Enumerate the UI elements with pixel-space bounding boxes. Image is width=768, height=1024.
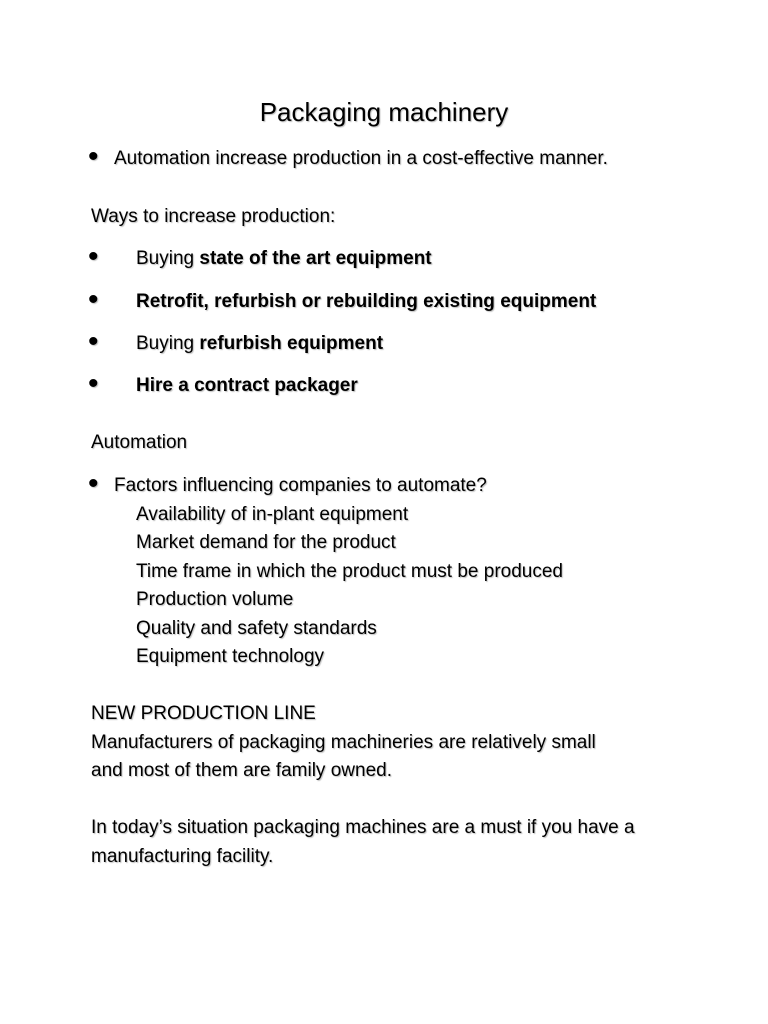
paragraph-line: In today’s situation packaging machines are a must if you have a — [91, 817, 635, 838]
way-item-bold: state of the art equipment — [199, 248, 432, 269]
paragraph-line: manufacturing facility. — [91, 846, 274, 867]
factor-item: Equipment technology — [136, 646, 325, 667]
way-item — [136, 374, 358, 398]
automation-question: Factors influencing companies to automate? — [114, 475, 487, 496]
bullet-icon: • — [88, 240, 99, 273]
factor-item: Quality and safety standards — [136, 618, 377, 639]
factor-item: Time frame in which the product must be produced — [136, 561, 563, 582]
factor-item: Production volume — [136, 589, 294, 610]
way-item — [136, 290, 596, 314]
paragraph-line: and most of them are family owned. — [91, 760, 392, 781]
way-item-prefix: Buying — [136, 248, 200, 269]
bullet-icon: • — [88, 283, 99, 316]
way-item — [136, 332, 383, 356]
way-item-bold: Retrofit, refurbish or rebuilding existing equipment — [136, 291, 597, 312]
page-title: Packaging machinery — [259, 97, 509, 127]
bullet-icon: • — [88, 467, 99, 500]
paragraph-line: Manufacturers of packaging machineries are relatively small — [91, 732, 596, 753]
intro-text: Automation increase production in a cost-effective manner. — [114, 148, 608, 169]
bullet-icon: • — [88, 325, 99, 358]
automation-heading: Automation — [91, 432, 188, 453]
new-line-heading: NEW PRODUCTION LINE — [91, 703, 316, 724]
bullet-icon: • — [88, 367, 99, 400]
factor-item: Availability of in-plant equipment — [136, 504, 409, 525]
factor-item: Market demand for the product — [136, 532, 396, 553]
way-item-bold: refurbish equipment — [199, 333, 384, 354]
way-item — [136, 247, 432, 271]
way-item-prefix: Buying — [136, 333, 200, 354]
ways-heading: Ways to increase production: — [91, 206, 336, 227]
bullet-icon: • — [88, 140, 99, 173]
way-item-bold: Hire a contract packager — [136, 375, 358, 396]
